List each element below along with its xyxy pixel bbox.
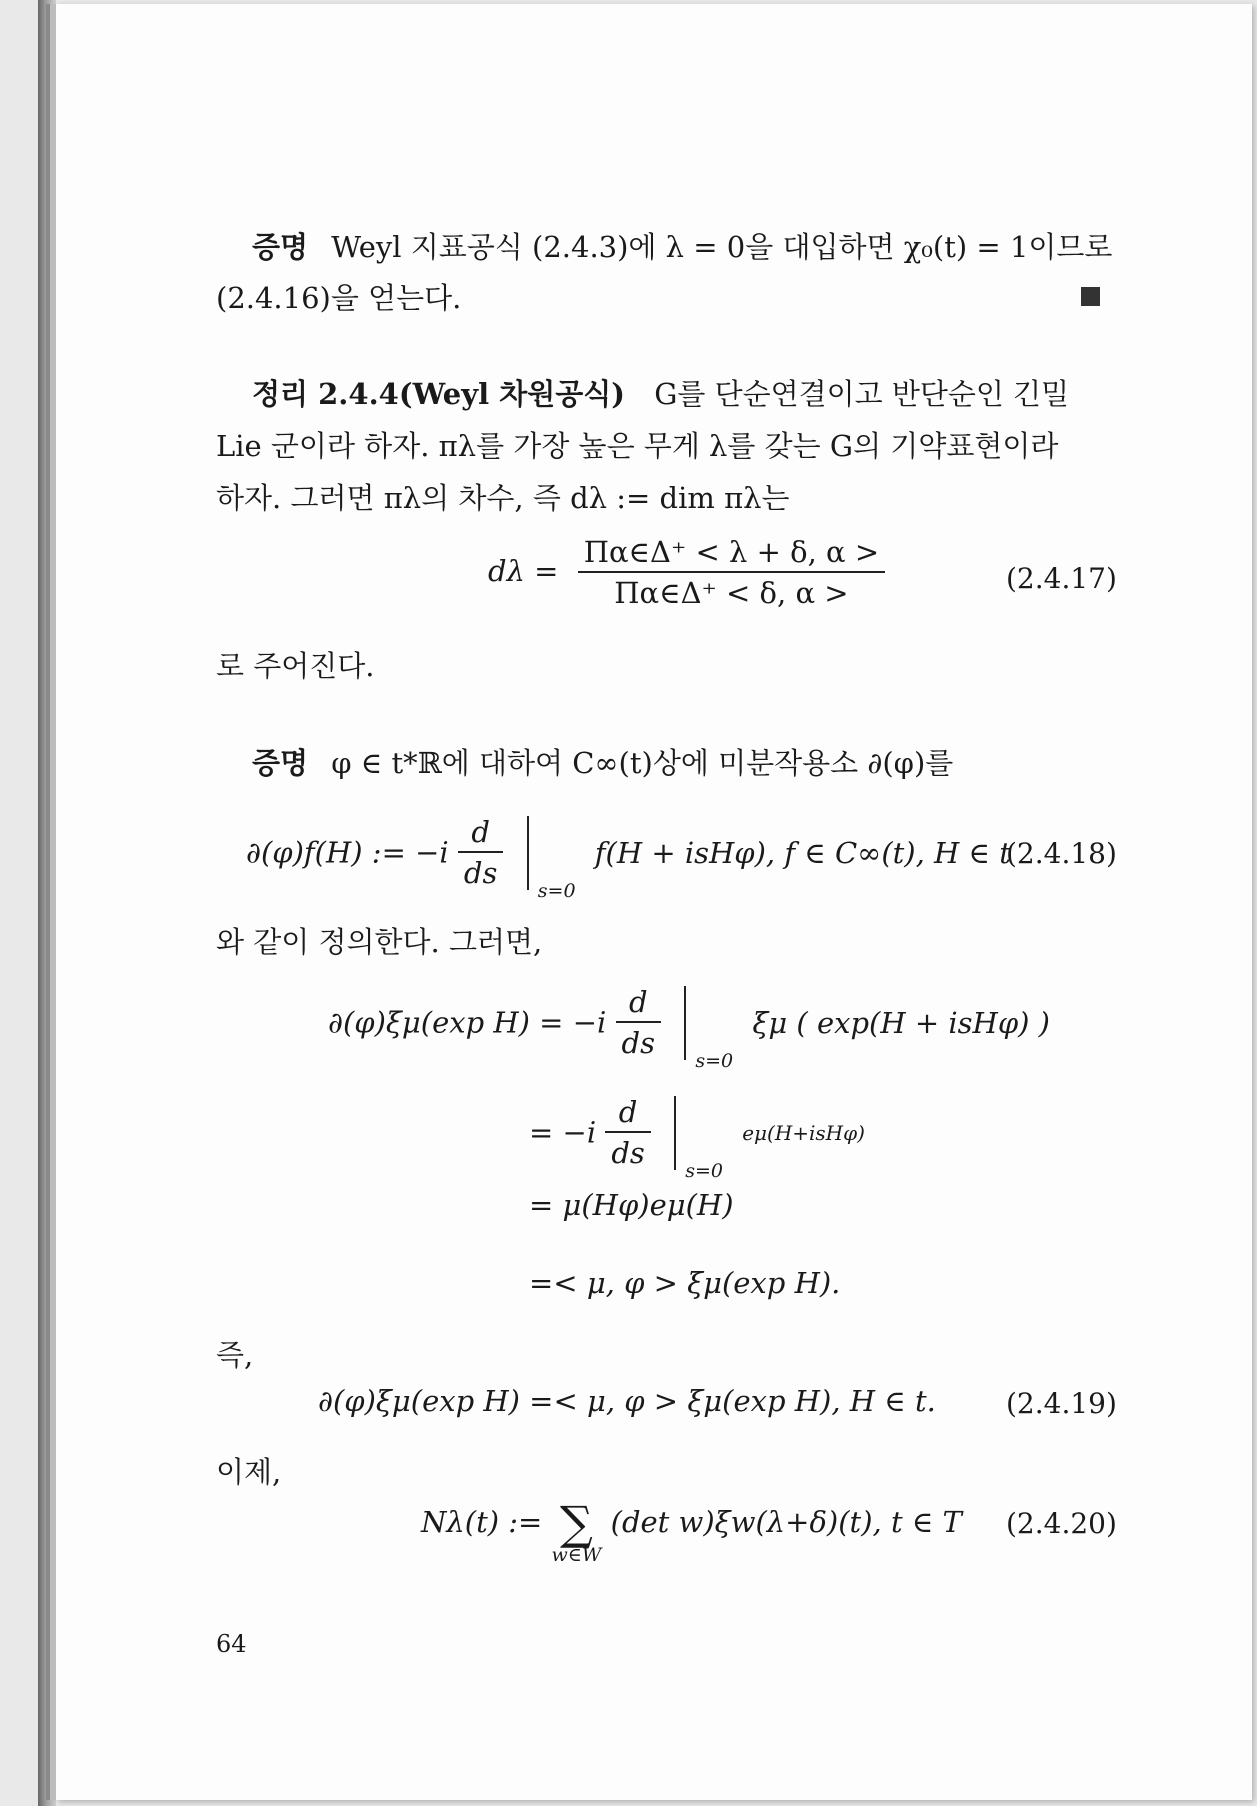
eq20-summation: ∑ w∈W [551,1496,602,1566]
eq18-eval-bar [527,816,529,890]
qed-square-icon [1081,287,1100,306]
derivation-row-2-derivative: $\frac{d}{ds}$ [605,1098,650,1168]
derivation-row-1: ∂(φ)ξμ(exp H) = −i $\frac{d}{ds}$ $_{s=0}$ ξμ ( exp(H + isHφ) ) [328,985,1050,1072]
equation-2-4-17 [488,535,885,610]
eq18-derivative: $\frac{d}{ds}$ [458,818,503,888]
theorem-after: 로 주어진다. [216,649,375,683]
eq19-number: (2.4.19) [1006,1387,1117,1420]
derivation-row-2: = −i $\frac{d}{ds}$ $_{s=0}$ eμ(H+isHφ) [529,1095,865,1182]
eq17-denominator: Πα∈Δ⁺ < δ, α > [614,576,849,610]
derivation-row-3: = μ(Hφ)eμ(H) [529,1188,734,1222]
theorem-line1 [252,377,1070,411]
eq18-s0: s=0 [537,880,576,902]
eq17-fraction [578,535,885,610]
proof2-after18: 와 같이 정의한다. 그러면, [216,925,543,959]
page-number: 64 [216,1630,247,1658]
proof2-text: φ ∈ t*ℝ에 대하여 C∞(t)상에 미분작용소 ∂(φ)를 [331,746,954,780]
equation-2-4-20: Nλ(t) := ∑ w∈W (det w)ξw(λ+δ)(t), t ∈ T [421,1496,962,1566]
theorem-line2: Lie 군이라 하자. πλ를 가장 높은 무게 λ를 갖는 G의 기약표현이라 [216,429,1059,463]
theorem-line3: 하자. 그러면 πλ의 차수, 즉 dλ := dim πλ는 [216,481,790,515]
proof1-line1 [252,230,1113,264]
proof1-head: 증명 [252,230,309,264]
eq17-numerator: Πα∈Δ⁺ < λ + δ, α > [578,538,885,573]
theorem-line1-text: G를 단순연결이고 반단순인 긴밀 [654,377,1070,411]
proof2-ije: 이제, [216,1455,282,1489]
eq18-rhs: f(H + isHφ), f ∈ C∞(t), H ∈ t [594,835,1011,870]
eq17-number: (2.4.17) [1006,562,1117,595]
proof2-head: 증명 [252,746,309,780]
summation-icon: ∑ [560,1496,593,1550]
eq18-lhs: ∂(φ)f(H) := −i [246,835,449,870]
eq17-lhs: dλ = [488,554,559,588]
derivation-row-4: =< μ, φ > ξμ(exp H). [529,1266,841,1300]
book-spine [38,0,56,1806]
book-page [56,4,1252,1800]
eq20-number: (2.4.20) [1006,1507,1117,1540]
proof2-jeuk: 즉, [216,1338,254,1372]
proof2-line1 [252,746,954,780]
proof1-line2: (2.4.16)을 얻는다. [216,281,462,315]
eq18-number: (2.4.18) [1006,837,1117,870]
equation-2-4-19: ∂(φ)ξμ(exp H) =< μ, φ > ξμ(exp H), H ∈ t. [318,1384,936,1418]
theorem-head: 정리 2.4.4(Weyl 차원공식) [252,377,625,411]
equation-2-4-18 [246,815,1011,902]
derivation-row-1-derivative: $\frac{d}{ds}$ [616,988,661,1058]
proof1-text: Weyl 지표공식 (2.4.3)에 λ = 0을 대입하면 χ₀(t) = 1이므로 [331,230,1113,264]
